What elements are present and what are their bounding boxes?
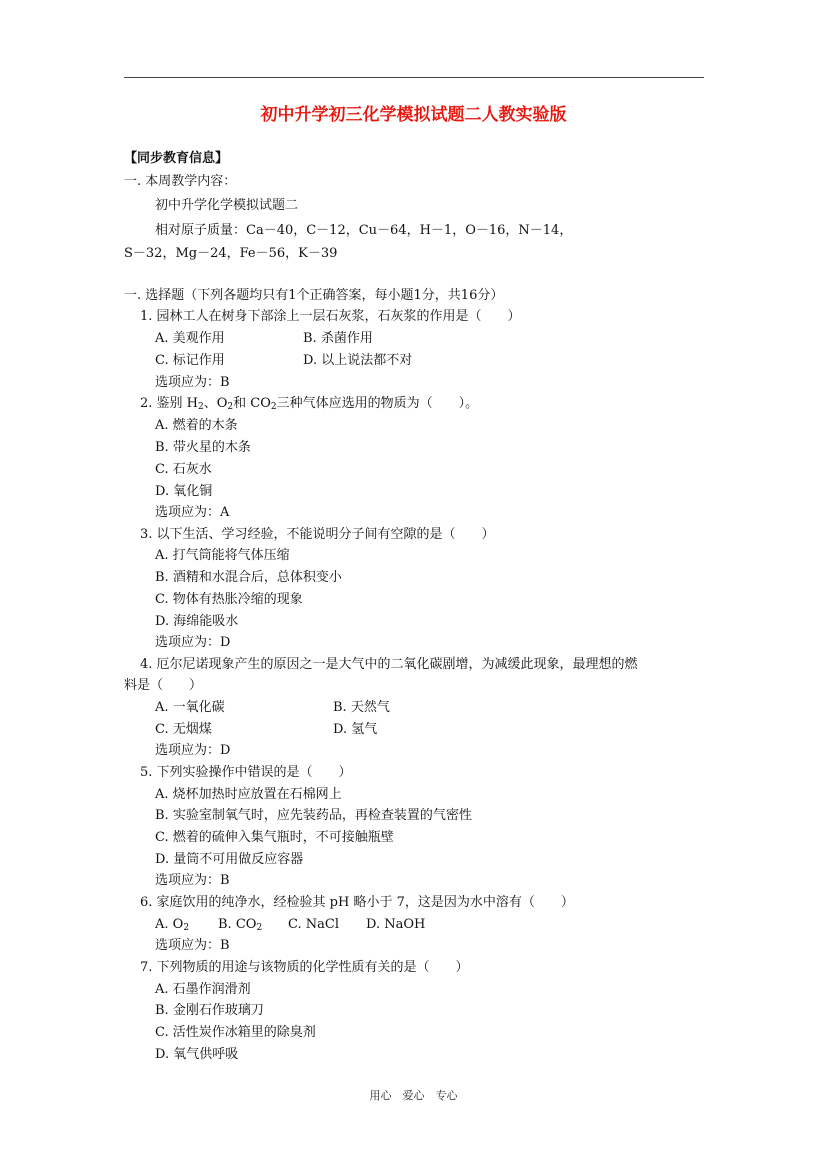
question-1-option-c: C. 标记作用 xyxy=(155,353,225,368)
page-footer: 用心 爱心 专心 xyxy=(369,1089,458,1102)
subscript: 2 xyxy=(270,402,277,412)
question-2-stem-part: 和 CO xyxy=(233,396,271,411)
section2-heading: 一. 选择题（下列各题均只有1个正确答案，每小题1分，共16分） xyxy=(124,288,504,303)
question-1-option-b: B. 杀菌作用 xyxy=(303,331,373,346)
question-3-option-d: D. 海绵能吸水 xyxy=(155,614,239,629)
question-4-stem-line1: 4. 厄尔尼诺现象产生的原因之一是大气中的二氧化碳剧增，为减缓此现象，最理想的燃 xyxy=(140,657,638,672)
subscript: 2 xyxy=(198,402,204,412)
question-6-option-a xyxy=(155,916,189,934)
question-4-option-a: A. 一氧化碳 xyxy=(155,700,225,715)
atomic-mass-line1: 相对原子质量：Ca－40，C－12，Cu－64，H－1，O－16，N－14， xyxy=(155,223,573,238)
question-6-option-b xyxy=(218,916,262,934)
question-5-option-b: B. 实验室制氧气时，应先装药品，再检查装置的气密性 xyxy=(155,808,472,823)
question-5-answer: 选项应为：B xyxy=(155,873,230,888)
question-2-answer: 选项应为：A xyxy=(155,505,230,520)
part1-heading: 一. 本周教学内容： xyxy=(124,174,237,189)
part1-subject: 初中升学化学模拟试题二 xyxy=(155,198,299,213)
question-6-option-d: D. NaOH xyxy=(366,917,426,932)
question-3-option-c: C. 物体有热胀冷缩的现象 xyxy=(155,592,303,607)
question-2-stem xyxy=(140,395,478,413)
question-6-answer: 选项应为：B xyxy=(155,938,230,953)
question-3-stem: 3. 以下生活、学习经验，不能说明分子间有空隙的是（ ） xyxy=(140,527,495,542)
question-4-stem-line2: 料是（ ） xyxy=(124,678,203,693)
question-4-option-b: B. 天然气 xyxy=(333,700,390,715)
question-2-stem-part: 2. 鉴别 H xyxy=(140,396,199,411)
question-7-stem: 7. 下列物质的用途与该物质的化学性质有关的是（ ） xyxy=(140,960,469,975)
question-5-option-d: D. 量筒不可用做反应容器 xyxy=(155,852,304,867)
question-5-stem: 5. 下列实验操作中错误的是（ ） xyxy=(140,765,352,780)
option-text: B. CO xyxy=(218,917,257,932)
header-rule xyxy=(124,77,704,78)
question-7-option-d: D. 氧气供呼吸 xyxy=(155,1047,239,1062)
question-4-option-c: C. 无烟煤 xyxy=(155,722,212,737)
question-4-answer: 选项应为：D xyxy=(155,743,231,758)
question-2-stem-part: 、O xyxy=(203,396,228,411)
question-1-option-a: A. 美观作用 xyxy=(155,331,225,346)
question-7-option-b: B. 金刚石作玻璃刀 xyxy=(155,1003,264,1018)
question-6-option-c: C. NaCl xyxy=(288,917,339,932)
question-2-stem-part: 三种气体应选用的物质为（ ）。 xyxy=(276,396,479,411)
question-2-option-c: C. 石灰水 xyxy=(155,462,212,477)
question-7-option-a: A. 石墨作润滑剂 xyxy=(155,982,251,997)
question-3-option-b: B. 酒精和水混合后，总体积变小 xyxy=(155,570,342,585)
section-heading: 【同步教育信息】 xyxy=(124,151,229,166)
subscript: 2 xyxy=(227,402,234,412)
question-6-stem: 6. 家庭饮用的纯净水，经检验其 pH 略小于 7，这是因为水中溶有（ ） xyxy=(140,895,574,910)
question-2-option-d: D. 氧化铜 xyxy=(155,484,213,499)
question-1-option-d: D. 以上说法都不对 xyxy=(303,353,413,368)
page-title: 初中升学初三化学模拟试题二人教实验版 xyxy=(260,105,567,125)
question-2-option-a: A. 燃着的木条 xyxy=(155,418,238,433)
question-4-option-d: D. 氢气 xyxy=(333,722,378,737)
question-5-option-c: C. 燃着的硫伸入集气瓶时，不可接触瓶壁 xyxy=(155,830,394,845)
option-text: A. O xyxy=(155,917,184,932)
question-2-option-b: B. 带火星的木条 xyxy=(155,440,251,455)
question-3-answer: 选项应为：D xyxy=(155,635,231,650)
question-5-option-a: A. 烧杯加热时应放置在石棉网上 xyxy=(155,787,342,802)
question-1-stem: 1. 园林工人在树身下部涂上一层石灰浆，石灰浆的作用是（ ） xyxy=(140,309,521,324)
subscript: 2 xyxy=(256,923,263,933)
question-1-answer: 选项应为：B xyxy=(155,375,230,390)
atomic-mass-line2: S－32，Mg－24，Fe－56，K－39 xyxy=(124,246,338,261)
question-7-option-c: C. 活性炭作冰箱里的除臭剂 xyxy=(155,1025,316,1040)
subscript: 2 xyxy=(183,923,190,933)
question-3-option-a: A. 打气筒能将气体压缩 xyxy=(155,548,290,563)
